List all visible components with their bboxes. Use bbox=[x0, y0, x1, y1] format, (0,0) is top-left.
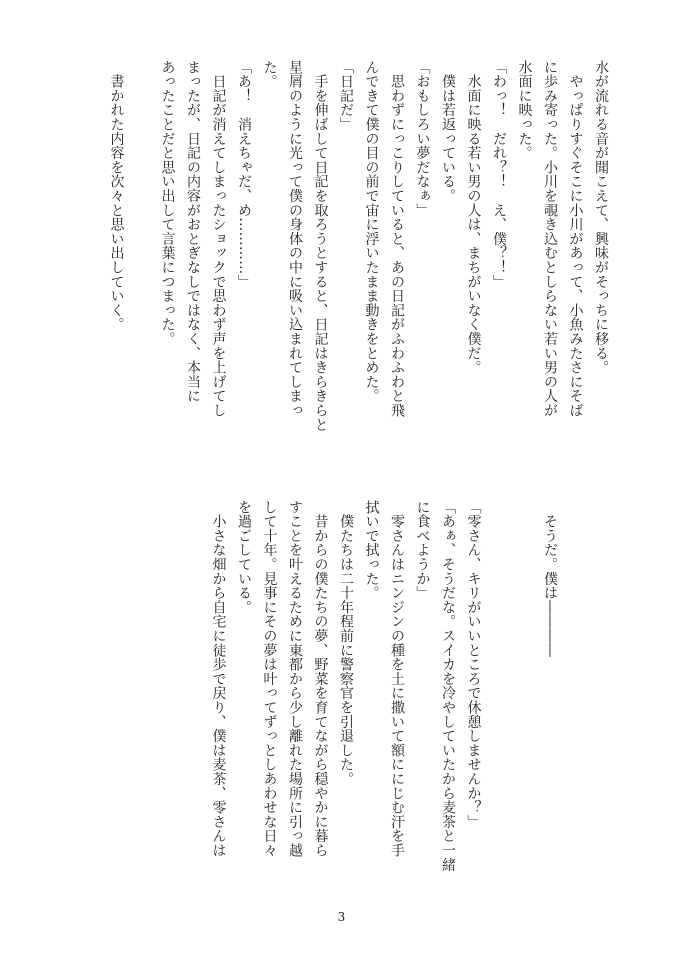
text-column: 零さんはニンジンの種を土に撒いて額ににじむ汗を手 bbox=[389, 500, 405, 858]
text-column: 日記が消えてしまったショックで思わず声を上げてし bbox=[210, 60, 227, 418]
text-column: 僕は若返っている。 bbox=[440, 60, 456, 203]
text-column: 「おもしろい夢だなぁ」 bbox=[414, 60, 431, 218]
text-column: して十年。見事にその夢は叶ってずっとしあわせな日々 bbox=[261, 500, 278, 858]
text-column: やっぱりすぐそこに小川があって、小魚みたさにそば bbox=[567, 60, 584, 418]
text-column: 手を伸ばして日記を取ろうとすると、日記はきらきらと bbox=[312, 60, 329, 432]
text-column: 「零さん、キリがいいところで休憩しませんか？」 bbox=[465, 500, 482, 829]
text-column: すことを叶えるために東都から少し離れた場所に引っ越 bbox=[287, 500, 303, 858]
text-column bbox=[511, 500, 537, 900]
text-column: 水面に映った。 bbox=[516, 60, 533, 161]
text-column: 「日記だ」 bbox=[338, 60, 354, 132]
upper-text-block bbox=[103, 60, 613, 480]
text-column: 星屑のように光って僕の身体の中に吸い込まれてしまっ bbox=[287, 60, 303, 418]
text-column: 昔からの僕たちの夢、野菜を育てながら穏やかに暮ら bbox=[312, 500, 329, 858]
text-column: に食べようか」 bbox=[414, 500, 431, 601]
text-column: 小さな畑から自宅に徒歩で戻り、僕は麦茶、零さんは bbox=[210, 500, 227, 858]
text-column: に歩み寄った。小川を覗き込むとしらない若い男の人が bbox=[542, 60, 558, 418]
text-column: んできて僕の目の前で宙に浮いたまま動きをとめた。 bbox=[363, 60, 380, 404]
text-column: 書かれた内容を次々と思い出していく。 bbox=[108, 60, 125, 332]
text-column: 拭いで拭った。 bbox=[363, 500, 380, 601]
text-column bbox=[562, 500, 588, 900]
text-column bbox=[486, 500, 512, 900]
text-column: 水面に映る若い男の人は、まちがいなく僕だ。 bbox=[465, 60, 482, 375]
text-column: まったが、日記の内容がおとぎなしではなく、本当に bbox=[185, 60, 201, 404]
text-column bbox=[588, 500, 614, 900]
text-column: 「あぁ、そうだな。スイカを冷やしていたから麦茶と一緒 bbox=[440, 500, 456, 872]
page-number: 3 bbox=[337, 910, 346, 924]
text-column: 思わずにっこりしていると、あの日記がふわふわと飛 bbox=[389, 60, 405, 418]
text-column: 水が流れる音が聞こえて、興味がそっちに移る。 bbox=[593, 60, 609, 375]
text-column: た。 bbox=[261, 60, 278, 89]
text-column bbox=[129, 60, 155, 480]
text-column: そうだ。僕は―――― bbox=[542, 500, 558, 658]
lower-text-block bbox=[205, 500, 613, 900]
text-column: 「あ！ 消えちゃだ、め…………」 bbox=[236, 60, 252, 289]
text-column: を過ごしている。 bbox=[236, 500, 252, 615]
text-column: 「わっ！ だれ？！ え、僕？！」 bbox=[491, 60, 507, 289]
text-column: 僕たちは二十年程前に警察官を引退した。 bbox=[338, 500, 354, 786]
text-column: あったことだと思い出して言葉につまった。 bbox=[159, 60, 176, 346]
